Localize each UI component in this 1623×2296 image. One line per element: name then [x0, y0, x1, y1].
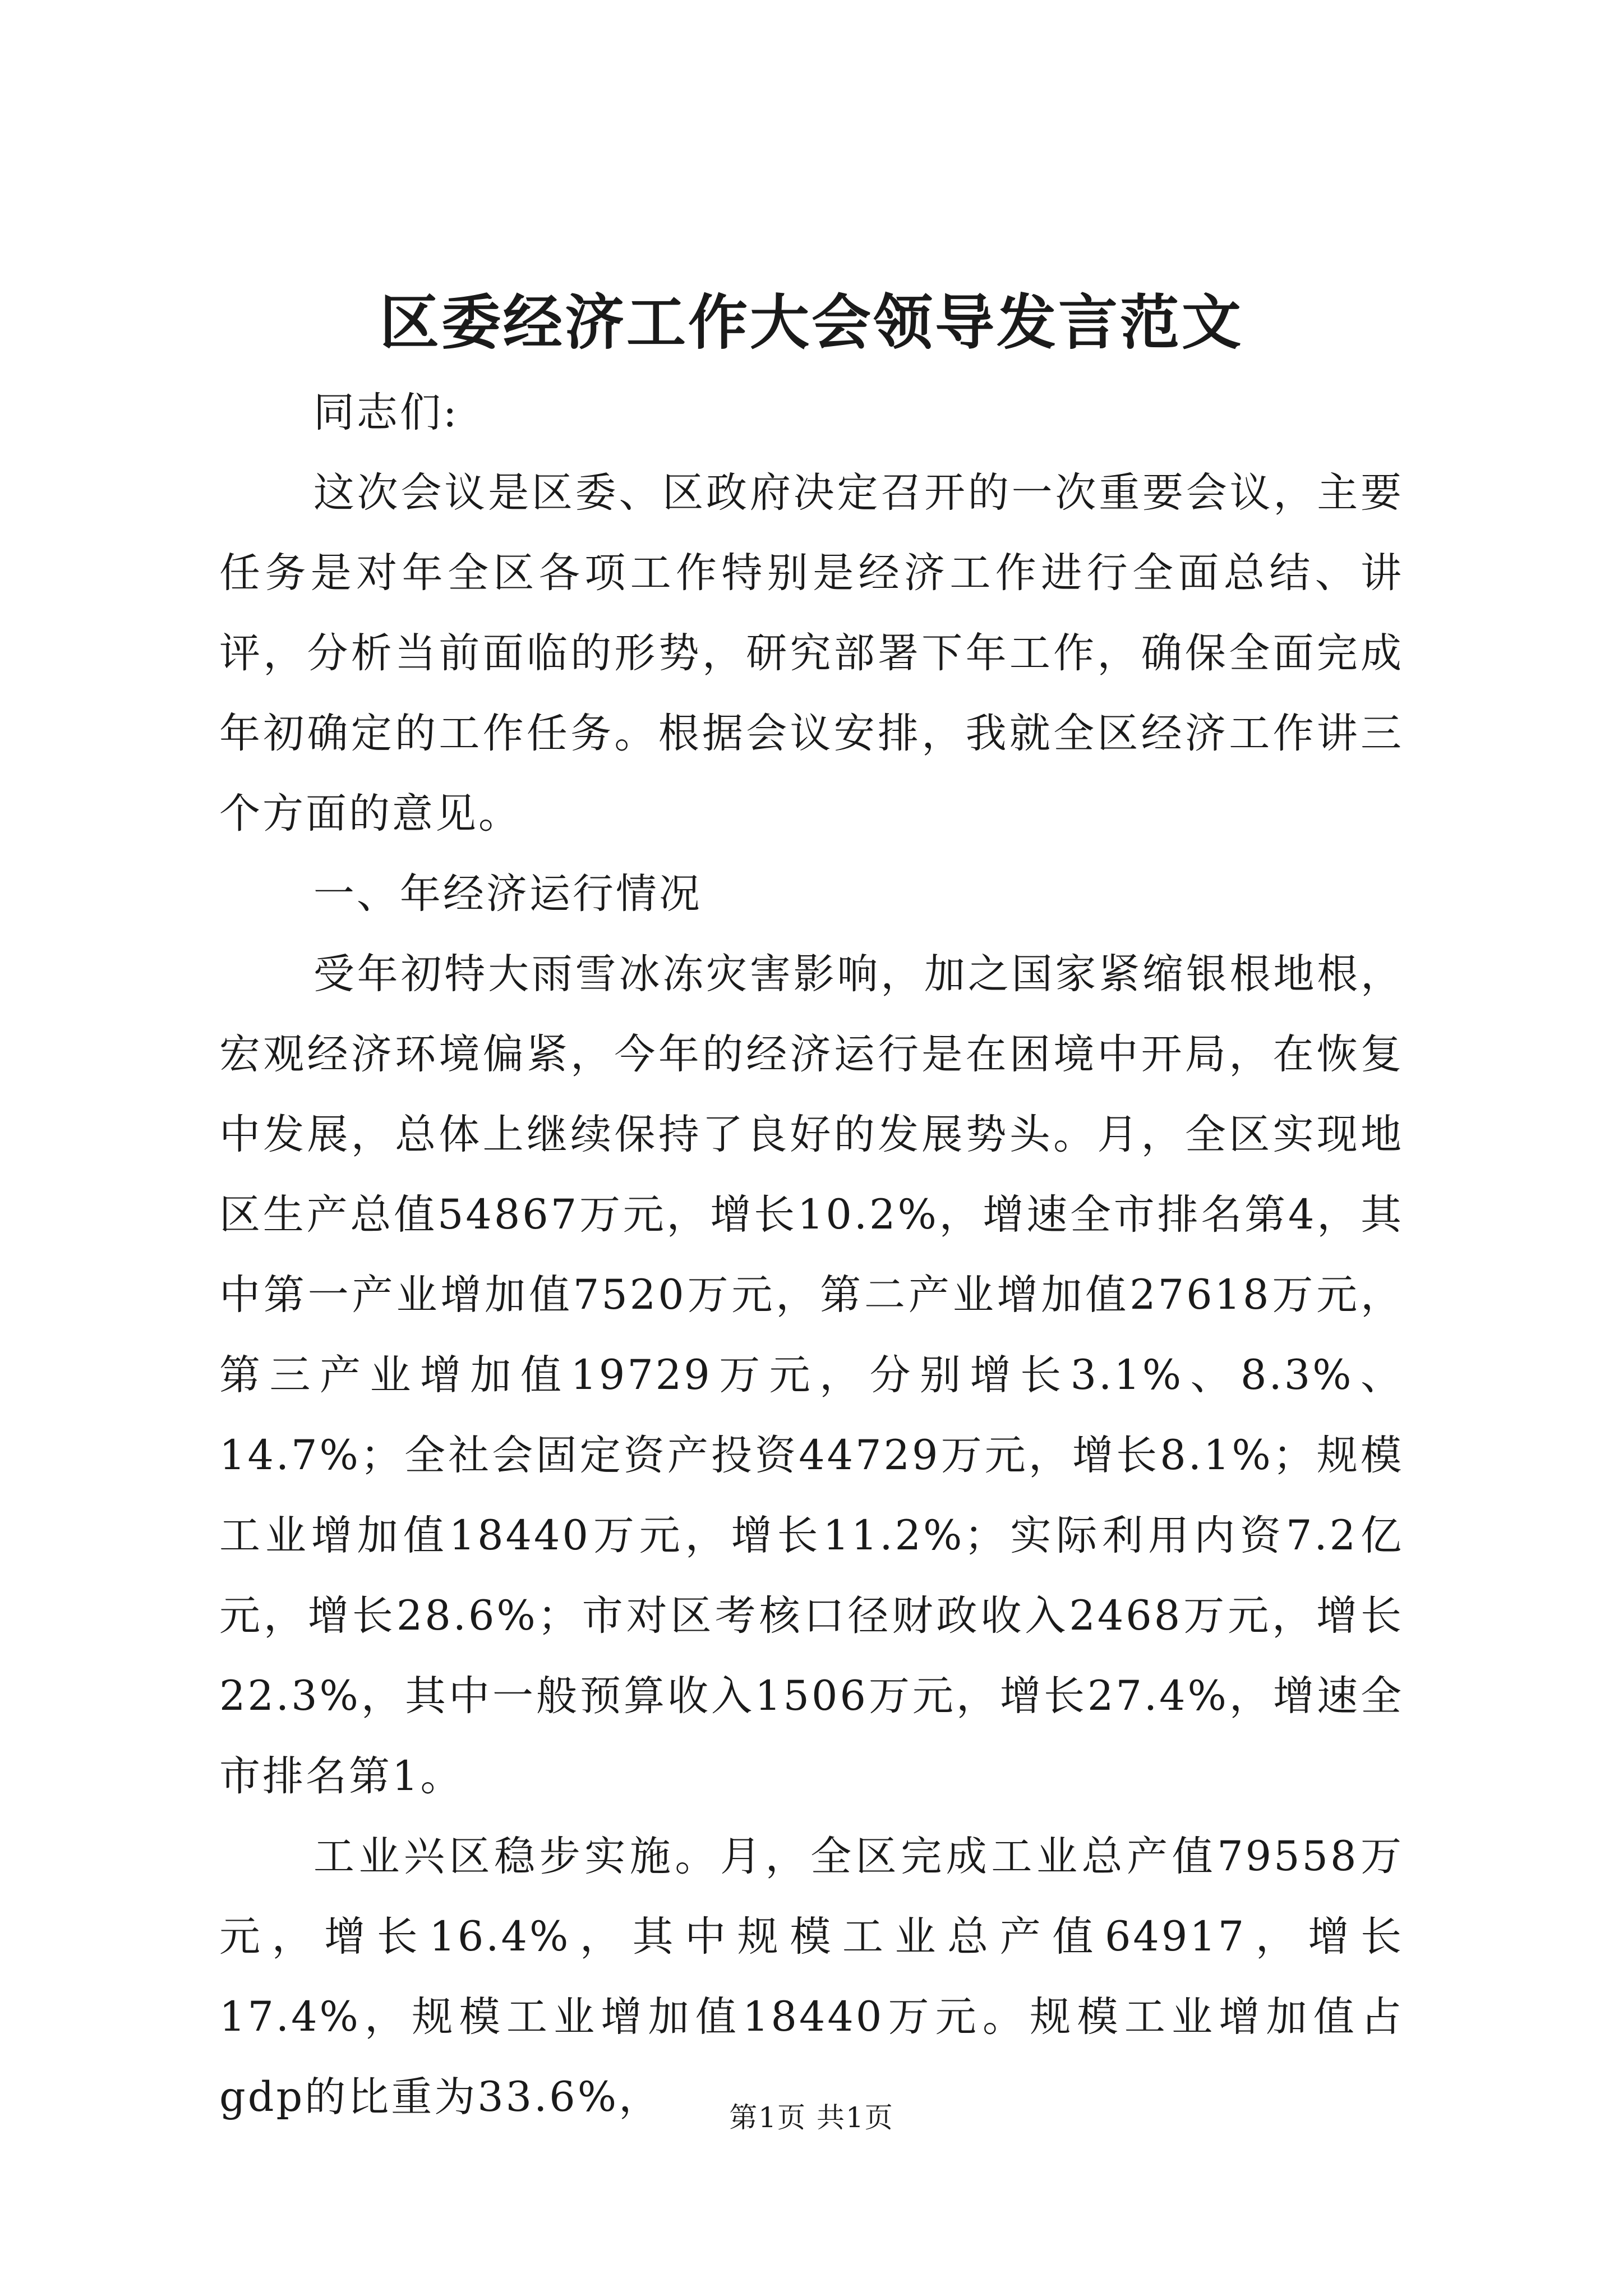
paragraph-economy: 受年初特大雨雪冰冻灾害影响，加之国家紧缩银根地根，宏观经济环境偏紧，今年的经济运行是在困境中开局，在恢复中发展，总体上继续保持了良好的发展势头。月，全区实现地区生产总值54867万元，增长10.2%，增速全市排名第4，其中第一产业增加值7520万元，第二产业增加值27618万元，第三产业增加值19729万元，分别增长3.1%、8.3%、14.7%；全社会固定资产投资44729万元，增长8.1%；规模工业增加值18440万元，增长11.2%；实际利用内资7.2亿元，增长28.6%；市对区考核口径财政收入2468万元，增长22.3%，其中一般预算收入1506万元，增长27.4%，增速全市排名第1。 [219, 950, 1404, 1800]
document-title: 区委经济工作大会领导发言范文 [380, 287, 1243, 357]
section-heading: 一、年经济运行情况 [313, 870, 702, 918]
paragraph-intro: 这次会议是区委、区政府决定召开的一次重要会议，主要任务是对年全区各项工作特别是经济工作进行全面总结、讲评，分析当前面临的形势，研究部署下年工作，确保全面完成年初确定的工作任务。根据会议安排，我就全区经济工作讲三个方面的意见。 [219, 469, 1404, 838]
paragraph-industry: 工业兴区稳步实施。月，全区完成工业总产值79558万元，增长16.4%，其中规模工业总产值64917，增长17.4%，规模工业增加值18440万元。规模工业增加值占gdp的比重为33.6%， [219, 1833, 1404, 2121]
document-body [219, 372, 1404, 2137]
salutation: 同志们: [313, 389, 459, 436]
page-footer: 第1页 共1页 [729, 2101, 894, 2134]
